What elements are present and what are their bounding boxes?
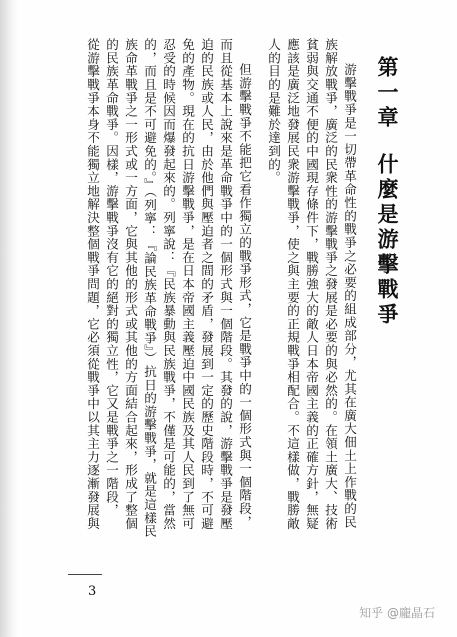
top-margin-column bbox=[404, 38, 412, 594]
text-column: 族解放戰爭，廣泛的民衆性的游擊戰爭之發展是必要的與必然的。在領土廣大、技術 bbox=[323, 38, 338, 531]
text-column: 的民族革命戰爭。因樣，游擊戰爭沒有它的絕對的獨立性，它又是戰爭之一階段， bbox=[104, 38, 119, 517]
spacer-column bbox=[255, 38, 263, 594]
text-column: 貧弱與交通不便的中國現存條件下，戰勝強大的敵人日本帝國主義的正確方針，無疑 bbox=[304, 38, 319, 531]
chapter-title: 什麼是游擊戰爭 bbox=[375, 153, 400, 328]
watermark-text: 知乎 @龐晶石 bbox=[359, 606, 435, 620]
text-column: 而且從基本上說來是革命戰爭中的一個形式與一個階段。其發的說，游擊戰爭是發壓 bbox=[218, 38, 233, 531]
text-column: 從游擊戰爭本身不能獨立地解決整個戰爭問題，它必須從戰爭中以其主力逐漸發展與 bbox=[85, 38, 100, 531]
text-column: 迫的民族或人民，由於他們與壓迫者之間的矛盾，發展到一定的歷史階段時，不可避 bbox=[199, 38, 214, 531]
text-column: 人的目的是難於達到的。 bbox=[266, 38, 281, 185]
text-column: 的，而且是不可避免的。』（列寧：『論民族革命戰爭』）抗日的游擊戰爭，就是這樣民 bbox=[142, 38, 157, 538]
text-column: 免的產物。現在的抗日游擊戰爭，是在日本帝國主義壓迫中國民族及其人民到了無可 bbox=[180, 38, 195, 531]
footer-rule bbox=[68, 574, 102, 575]
text-column: 游擊戰爭是一切帶革命性的戰爭之必要的組成部分，尤其在廣大佃土上作戰的民 bbox=[342, 63, 357, 529]
text-column: 應該是廣泛地發展民衆游擊戰爭，使之與主要的正規戰爭相配合。不這樣做，戰勝敵 bbox=[285, 38, 300, 531]
page-number: 3 bbox=[88, 584, 97, 599]
text-column: 但游擊戰爭不能把它看作獨立的戰爭形式，它是戰爭中的一個形式與一個階段， bbox=[237, 63, 252, 529]
chapter-heading bbox=[370, 38, 402, 612]
chapter-number: 第一章 bbox=[375, 56, 400, 131]
text-column: 族命革戰爭之一形式或一方面，它與其他的形式或其他的方面結合起來，形成了整個 bbox=[123, 38, 138, 531]
text-column: 忍受的時候因而爆發起來的。列寧說：『民族暴動與民族戰爭，不僅是可能的，當然 bbox=[161, 38, 176, 531]
vertical-text-block bbox=[46, 38, 412, 594]
page-edge-shadow bbox=[0, 0, 18, 637]
spacer-column bbox=[360, 38, 368, 594]
